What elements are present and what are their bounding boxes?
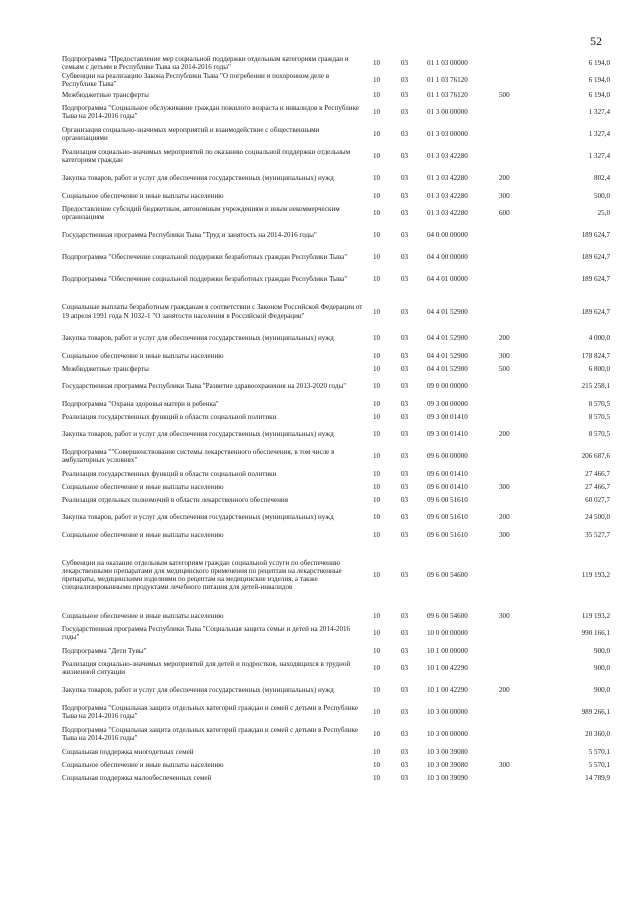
row-amount: 14 789,9 bbox=[585, 773, 610, 782]
row-subsection: 03 bbox=[401, 75, 409, 84]
row-subsection: 03 bbox=[401, 571, 409, 580]
table-row bbox=[62, 679, 610, 701]
row-name: Социальная поддержка малообеспеченных семей bbox=[62, 773, 212, 782]
row-subsection: 03 bbox=[401, 412, 409, 421]
row-target-article: 10 3 00 39090 bbox=[427, 773, 468, 782]
row-target-article: 10 1 00 42290 bbox=[427, 664, 468, 673]
table-row bbox=[62, 327, 610, 349]
row-section: 10 bbox=[373, 231, 381, 240]
row-expense-type bbox=[499, 723, 539, 745]
row-name: Социальные выплаты безработным гражданам в соответствии с Законом Российской Федерации от 19 апреля 1991 года N 1032-1 "О занятости населения в Российской Федерации" bbox=[62, 303, 363, 320]
row-target-article: 10 1 00 00000 bbox=[427, 646, 468, 655]
row-section: 10 bbox=[373, 452, 381, 461]
row-section: 10 bbox=[373, 334, 381, 343]
row-expense-type: 300 bbox=[499, 482, 510, 491]
row-expense-type bbox=[499, 644, 539, 657]
row-subsection: 03 bbox=[401, 773, 409, 782]
row-target-article: 09 6 00 51610 bbox=[427, 513, 468, 522]
row-expense-type bbox=[499, 55, 539, 72]
row-amount: 8 570,5 bbox=[588, 399, 610, 408]
row-target-article: 04 4 01 00000 bbox=[427, 275, 468, 284]
row-target-article: 01 3 03 42280 bbox=[427, 152, 468, 161]
table-row bbox=[62, 723, 610, 745]
row-subsection: 03 bbox=[401, 708, 409, 717]
row-amount: 1 327,4 bbox=[588, 152, 610, 161]
row-expense-type: 500 bbox=[499, 364, 510, 373]
row-expense-type bbox=[499, 375, 539, 397]
row-amount: 900,0 bbox=[594, 646, 610, 655]
row-subsection: 03 bbox=[401, 469, 409, 478]
row-name: Предоставление субсидий бюджетным, автономным учреждениям и иным некоммерческим организациям bbox=[62, 204, 340, 222]
row-name: Социальное обеспечение и иные выплаты населению bbox=[62, 191, 224, 200]
row-subsection: 03 bbox=[401, 174, 409, 183]
row-target-article: 01 3 03 42280 bbox=[427, 209, 468, 218]
row-expense-type bbox=[499, 290, 539, 327]
budget-table bbox=[62, 55, 610, 784]
row-expense-type: 300 bbox=[499, 191, 510, 200]
row-amount: 900,0 bbox=[594, 664, 610, 673]
row-section: 10 bbox=[373, 382, 381, 391]
table-row bbox=[62, 541, 610, 603]
table-row bbox=[62, 657, 610, 679]
table-row bbox=[62, 410, 610, 423]
row-target-article: 09 6 00 00000 bbox=[427, 452, 468, 461]
row-subsection: 03 bbox=[401, 59, 409, 68]
row-subsection: 03 bbox=[401, 307, 409, 316]
row-section: 10 bbox=[373, 108, 381, 117]
row-name: Межбюджетные трансферты bbox=[62, 364, 149, 373]
row-expense-type: 300 bbox=[499, 530, 510, 539]
row-target-article: 01 3 03 42280 bbox=[427, 191, 468, 200]
row-section: 10 bbox=[373, 611, 381, 620]
row-section: 10 bbox=[373, 130, 381, 139]
row-amount: 35 527,7 bbox=[585, 530, 610, 539]
row-subsection: 03 bbox=[401, 482, 409, 491]
row-section: 10 bbox=[373, 152, 381, 161]
row-expense-type bbox=[499, 745, 539, 758]
row-target-article: 01 1 03 00000 bbox=[427, 59, 468, 68]
row-target-article: 09 6 00 54600 bbox=[427, 571, 468, 580]
row-amount: 189 624,7 bbox=[581, 231, 610, 240]
table-row bbox=[62, 101, 610, 123]
row-expense-type bbox=[499, 657, 539, 679]
row-target-article: 04 4 00 00000 bbox=[427, 253, 468, 262]
row-subsection: 03 bbox=[401, 747, 409, 756]
row-section: 10 bbox=[373, 364, 381, 373]
row-target-article: 09 0 00 00000 bbox=[427, 382, 468, 391]
row-name: Государственная программа Республики Тыва "Развитие здравоохранения на 2013-2020 годы" bbox=[62, 382, 347, 391]
table-row bbox=[62, 55, 610, 72]
row-amount: 4 000,0 bbox=[588, 334, 610, 343]
row-target-article: 01 1 03 76120 bbox=[427, 75, 468, 84]
row-section: 10 bbox=[373, 646, 381, 655]
row-name: Закупка товаров, работ и услуг для обеспечения государственных (муниципальных) нужд bbox=[62, 174, 334, 183]
row-target-article: 10 1 00 42290 bbox=[427, 686, 468, 695]
row-name: Социальное обеспечение и иные выплаты населению bbox=[62, 351, 224, 360]
row-target-article: 09 3 00 00000 bbox=[427, 399, 468, 408]
row-subsection: 03 bbox=[401, 430, 409, 439]
row-subsection: 03 bbox=[401, 130, 409, 139]
row-amount: 900,0 bbox=[594, 686, 610, 695]
row-subsection: 03 bbox=[401, 351, 409, 360]
row-expense-type: 300 bbox=[499, 351, 510, 360]
row-expense-type bbox=[499, 541, 539, 603]
row-subsection: 03 bbox=[401, 530, 409, 539]
row-subsection: 03 bbox=[401, 253, 409, 262]
table-row bbox=[62, 397, 610, 410]
row-amount: 189 624,7 bbox=[581, 307, 610, 316]
row-name: Социальное обеспечение и иные выплаты населению bbox=[62, 611, 224, 620]
row-expense-type: 600 bbox=[499, 209, 510, 218]
row-expense-type bbox=[499, 701, 539, 723]
row-expense-type bbox=[499, 145, 539, 167]
table-row bbox=[62, 290, 610, 327]
table-row bbox=[62, 88, 610, 101]
row-amount: 189 624,7 bbox=[581, 253, 610, 262]
row-target-article: 01 3 03 42280 bbox=[427, 174, 468, 183]
row-subsection: 03 bbox=[401, 152, 409, 161]
row-subsection: 03 bbox=[401, 334, 409, 343]
row-expense-type bbox=[499, 268, 539, 290]
row-target-article: 10 3 00 00000 bbox=[427, 708, 468, 717]
row-amount: 119 193,2 bbox=[581, 611, 610, 620]
row-amount: 989 266,1 bbox=[581, 708, 610, 717]
row-target-article: 09 6 00 01410 bbox=[427, 469, 468, 478]
row-name: Социальная поддержка многодетных семей bbox=[62, 747, 194, 756]
row-amount: 1 327,4 bbox=[588, 108, 610, 117]
row-section: 10 bbox=[373, 482, 381, 491]
table-row bbox=[62, 224, 610, 246]
row-name: Закупка товаров, работ и услуг для обеспечения государственных (муниципальных) нужд bbox=[62, 513, 334, 522]
row-amount: 189 624,7 bbox=[581, 275, 610, 284]
row-name: Межбюджетные трансферты bbox=[62, 90, 149, 99]
row-name: Подпрограмма "Охрана здоровья матери и ребенка" bbox=[62, 399, 219, 408]
row-expense-type bbox=[499, 410, 539, 423]
row-section: 10 bbox=[373, 275, 381, 284]
table-row bbox=[62, 771, 610, 784]
row-target-article: 10 3 00 39080 bbox=[427, 747, 468, 756]
row-expense-type: 200 bbox=[499, 334, 510, 343]
row-target-article: 04 0 00 00000 bbox=[427, 231, 468, 240]
row-section: 10 bbox=[373, 760, 381, 769]
row-amount: 24 500,0 bbox=[585, 513, 610, 522]
row-subsection: 03 bbox=[401, 629, 409, 638]
row-name: Субвенции на реализацию Закона Республики Тыва "О погребении и похоронном деле в Республике Тыва" bbox=[62, 71, 330, 88]
row-subsection: 03 bbox=[401, 730, 409, 739]
row-name: Подпрограмма "Дети Тувы" bbox=[62, 646, 147, 655]
row-target-article: 09 3 00 01410 bbox=[427, 430, 468, 439]
row-name: Реализация государственных функций в области социальной политики bbox=[62, 469, 277, 478]
row-subsection: 03 bbox=[401, 90, 409, 99]
row-expense-type bbox=[499, 397, 539, 410]
row-name: Государственная программа Республики Тыва "Труд и занятость на 2014-2016 годы" bbox=[62, 231, 317, 240]
row-section: 10 bbox=[373, 191, 381, 200]
row-subsection: 03 bbox=[401, 275, 409, 284]
row-subsection: 03 bbox=[401, 108, 409, 117]
row-target-article: 01 3 03 00000 bbox=[427, 130, 468, 139]
row-amount: 500,0 bbox=[594, 191, 610, 200]
table-row bbox=[62, 480, 610, 493]
row-amount: 6 800,0 bbox=[588, 364, 610, 373]
page-number: 52 bbox=[590, 34, 602, 48]
row-name: Субвенции на оказание отдельным категориям граждан социальной услуги по обеспечению лекарственными препаратами для медицинского применения по рецептам на лекарственные препараты, медицинскими изделиями по рецептам на медицинские изделия, а также специализированными продуктами лечебного питания для детей-инвалидов bbox=[62, 558, 342, 592]
table-row bbox=[62, 423, 610, 445]
row-amount: 178 824,7 bbox=[581, 351, 610, 360]
row-target-article: 09 6 00 51610 bbox=[427, 530, 468, 539]
row-section: 10 bbox=[373, 253, 381, 262]
row-section: 10 bbox=[373, 430, 381, 439]
row-section: 10 bbox=[373, 307, 381, 316]
row-expense-type: 200 bbox=[499, 513, 510, 522]
row-amount: 990 166,1 bbox=[581, 629, 610, 638]
row-amount: 6 194,0 bbox=[588, 75, 610, 84]
row-name: Социальное обеспечение и иные выплаты населению bbox=[62, 760, 224, 769]
row-section: 10 bbox=[373, 513, 381, 522]
row-subsection: 03 bbox=[401, 760, 409, 769]
row-target-article: 09 6 00 51610 bbox=[427, 495, 468, 504]
table-row bbox=[62, 362, 610, 375]
row-target-article: 10 3 00 00000 bbox=[427, 730, 468, 739]
row-name: Закупка товаров, работ и услуг для обеспечения государственных (муниципальных) нужд bbox=[62, 430, 334, 439]
row-target-article: 04 4 01 52900 bbox=[427, 307, 468, 316]
row-name: Подпрограмма "Социальная защита отдельных категорий граждан и семей с детьми в Республике Тыва на 2014-2016 годы" bbox=[62, 703, 359, 721]
row-expense-type bbox=[499, 123, 539, 145]
row-section: 10 bbox=[373, 469, 381, 478]
table-row bbox=[62, 493, 610, 506]
row-subsection: 03 bbox=[401, 399, 409, 408]
row-section: 10 bbox=[373, 708, 381, 717]
row-section: 10 bbox=[373, 90, 381, 99]
row-amount: 802,4 bbox=[594, 174, 610, 183]
row-expense-type bbox=[499, 101, 539, 123]
row-amount: 60 027,7 bbox=[585, 495, 610, 504]
row-target-article: 09 3 00 01410 bbox=[427, 412, 468, 421]
row-subsection: 03 bbox=[401, 452, 409, 461]
row-amount: 1 327,4 bbox=[588, 130, 610, 139]
row-name: Социальное обеспечение и иные выплаты населению bbox=[62, 482, 224, 491]
row-section: 10 bbox=[373, 59, 381, 68]
row-target-article: 04 4 01 52900 bbox=[427, 351, 468, 360]
table-row bbox=[62, 268, 610, 290]
row-expense-type: 200 bbox=[499, 174, 510, 183]
row-subsection: 03 bbox=[401, 382, 409, 391]
row-expense-type: 200 bbox=[499, 686, 510, 695]
row-section: 10 bbox=[373, 730, 381, 739]
table-row bbox=[62, 701, 610, 723]
row-section: 10 bbox=[373, 412, 381, 421]
table-row bbox=[62, 622, 610, 644]
row-subsection: 03 bbox=[401, 664, 409, 673]
row-section: 10 bbox=[373, 664, 381, 673]
row-section: 10 bbox=[373, 530, 381, 539]
row-expense-type: 300 bbox=[499, 611, 510, 620]
row-name: Подпрограмма "Предоставление мер социальной поддержки отдельным категориям граждан и семьям с детьми в Республике Тыва на 2014-2016 годы" bbox=[62, 55, 349, 72]
row-target-article: 10 3 00 39080 bbox=[427, 760, 468, 769]
table-row bbox=[62, 145, 610, 167]
row-amount: 215 258,1 bbox=[581, 382, 610, 391]
row-expense-type bbox=[499, 467, 539, 480]
row-name: Подпрограмма "Социальная защита отдельных категорий граждан и семей с детьми в Республике Тыва на 2014-2016 годы" bbox=[62, 725, 359, 743]
row-name: Реализация социально-значимых мероприятий для детей и подростков, находящихся в трудной жизненной ситуации bbox=[62, 659, 351, 677]
budget-table-body bbox=[62, 55, 610, 784]
row-amount: 6 194,0 bbox=[588, 90, 610, 99]
row-amount: 6 194,0 bbox=[588, 59, 610, 68]
table-row bbox=[62, 123, 610, 145]
row-section: 10 bbox=[373, 75, 381, 84]
row-section: 10 bbox=[373, 399, 381, 408]
table-row bbox=[62, 246, 610, 268]
row-section: 10 bbox=[373, 629, 381, 638]
table-row bbox=[62, 375, 610, 397]
row-section: 10 bbox=[373, 773, 381, 782]
row-name: Подпрограмма ""Совершенствование системы лекарственного обеспечения, в том числе в амбулаторных условиях" bbox=[62, 447, 335, 465]
row-name: Закупка товаров, работ и услуг для обеспечения государственных (муниципальных) нужд bbox=[62, 686, 334, 695]
row-target-article: 01 3 00 00000 bbox=[427, 108, 468, 117]
row-amount: 20 360,0 bbox=[585, 730, 610, 739]
row-section: 10 bbox=[373, 351, 381, 360]
table-row bbox=[62, 202, 610, 224]
row-name: Реализация государственных функций в области социальной политики bbox=[62, 412, 277, 421]
row-name: Подпрограмма "Обеспечение социальной поддержки безработных граждан Республики Тыва" bbox=[62, 275, 348, 284]
table-row bbox=[62, 745, 610, 758]
table-row bbox=[62, 189, 610, 202]
row-section: 10 bbox=[373, 571, 381, 580]
row-amount: 206 687,6 bbox=[581, 452, 610, 461]
table-row bbox=[62, 603, 610, 622]
row-amount: 25,0 bbox=[597, 209, 610, 218]
table-row bbox=[62, 167, 610, 189]
table-row bbox=[62, 72, 610, 89]
row-subsection: 03 bbox=[401, 191, 409, 200]
row-subsection: 03 bbox=[401, 209, 409, 218]
table-row bbox=[62, 467, 610, 480]
row-target-article: 09 6 00 01410 bbox=[427, 482, 468, 491]
table-row bbox=[62, 506, 610, 528]
row-amount: 8 570,5 bbox=[588, 430, 610, 439]
row-expense-type: 200 bbox=[499, 430, 510, 439]
table-row bbox=[62, 644, 610, 657]
row-amount: 27 466,7 bbox=[585, 469, 610, 478]
row-expense-type: 500 bbox=[499, 90, 510, 99]
row-name: Подпрограмма "Социальное обслуживание граждан пожилого возраста и инвалидов в Республике Тыва на 2014-2016 годы" bbox=[62, 103, 360, 121]
table-row bbox=[62, 349, 610, 362]
table-row bbox=[62, 528, 610, 541]
row-subsection: 03 bbox=[401, 611, 409, 620]
row-section: 10 bbox=[373, 209, 381, 218]
row-expense-type bbox=[499, 224, 539, 246]
row-expense-type bbox=[499, 771, 539, 784]
row-name: Закупка товаров, работ и услуг для обеспечения государственных (муниципальных) нужд bbox=[62, 334, 334, 343]
row-amount: 27 466,7 bbox=[585, 482, 610, 491]
row-name: Реализация отдельных полномочий в области лекарственного обеспечения bbox=[62, 495, 288, 504]
row-target-article: 04 4 01 52900 bbox=[427, 334, 468, 343]
row-name: Социальное обеспечение и иные выплаты населению bbox=[62, 530, 224, 539]
table-row bbox=[62, 445, 610, 467]
row-amount: 5 570,1 bbox=[588, 747, 610, 756]
row-target-article: 10 0 00 00000 bbox=[427, 629, 468, 638]
row-subsection: 03 bbox=[401, 646, 409, 655]
row-subsection: 03 bbox=[401, 513, 409, 522]
row-name: Реализация социально-значимых мероприятий по оказанию социальной поддержки отдельным категориям граждан bbox=[62, 147, 351, 165]
row-amount: 8 570,5 bbox=[588, 412, 610, 421]
row-expense-type bbox=[499, 72, 539, 89]
row-section: 10 bbox=[373, 495, 381, 504]
row-expense-type bbox=[499, 246, 539, 268]
row-expense-type: 300 bbox=[499, 760, 510, 769]
row-amount: 5 570,1 bbox=[588, 760, 610, 769]
row-name: Организация социально-значимых мероприятий и взаимодействие с общественными организациями bbox=[62, 125, 320, 143]
row-name: Подпрограмма "Обеспечение социальной поддержки безработных граждан Республики Тыва" bbox=[62, 253, 348, 262]
row-section: 10 bbox=[373, 686, 381, 695]
table-row bbox=[62, 758, 610, 771]
row-expense-type bbox=[499, 445, 539, 467]
row-target-article: 04 4 01 52900 bbox=[427, 364, 468, 373]
row-subsection: 03 bbox=[401, 686, 409, 695]
row-section: 10 bbox=[373, 174, 381, 183]
row-name: Государственная программа Республики Тыва "Социальная защита семьи и детей на 2014-2016 годы" bbox=[62, 624, 351, 642]
row-subsection: 03 bbox=[401, 364, 409, 373]
row-target-article: 09 6 00 54600 bbox=[427, 611, 468, 620]
row-expense-type bbox=[499, 622, 539, 644]
row-expense-type bbox=[499, 493, 539, 506]
row-subsection: 03 bbox=[401, 231, 409, 240]
row-section: 10 bbox=[373, 747, 381, 756]
row-target-article: 01 1 03 76120 bbox=[427, 90, 468, 99]
row-amount: 119 193,2 bbox=[581, 571, 610, 580]
row-subsection: 03 bbox=[401, 495, 409, 504]
